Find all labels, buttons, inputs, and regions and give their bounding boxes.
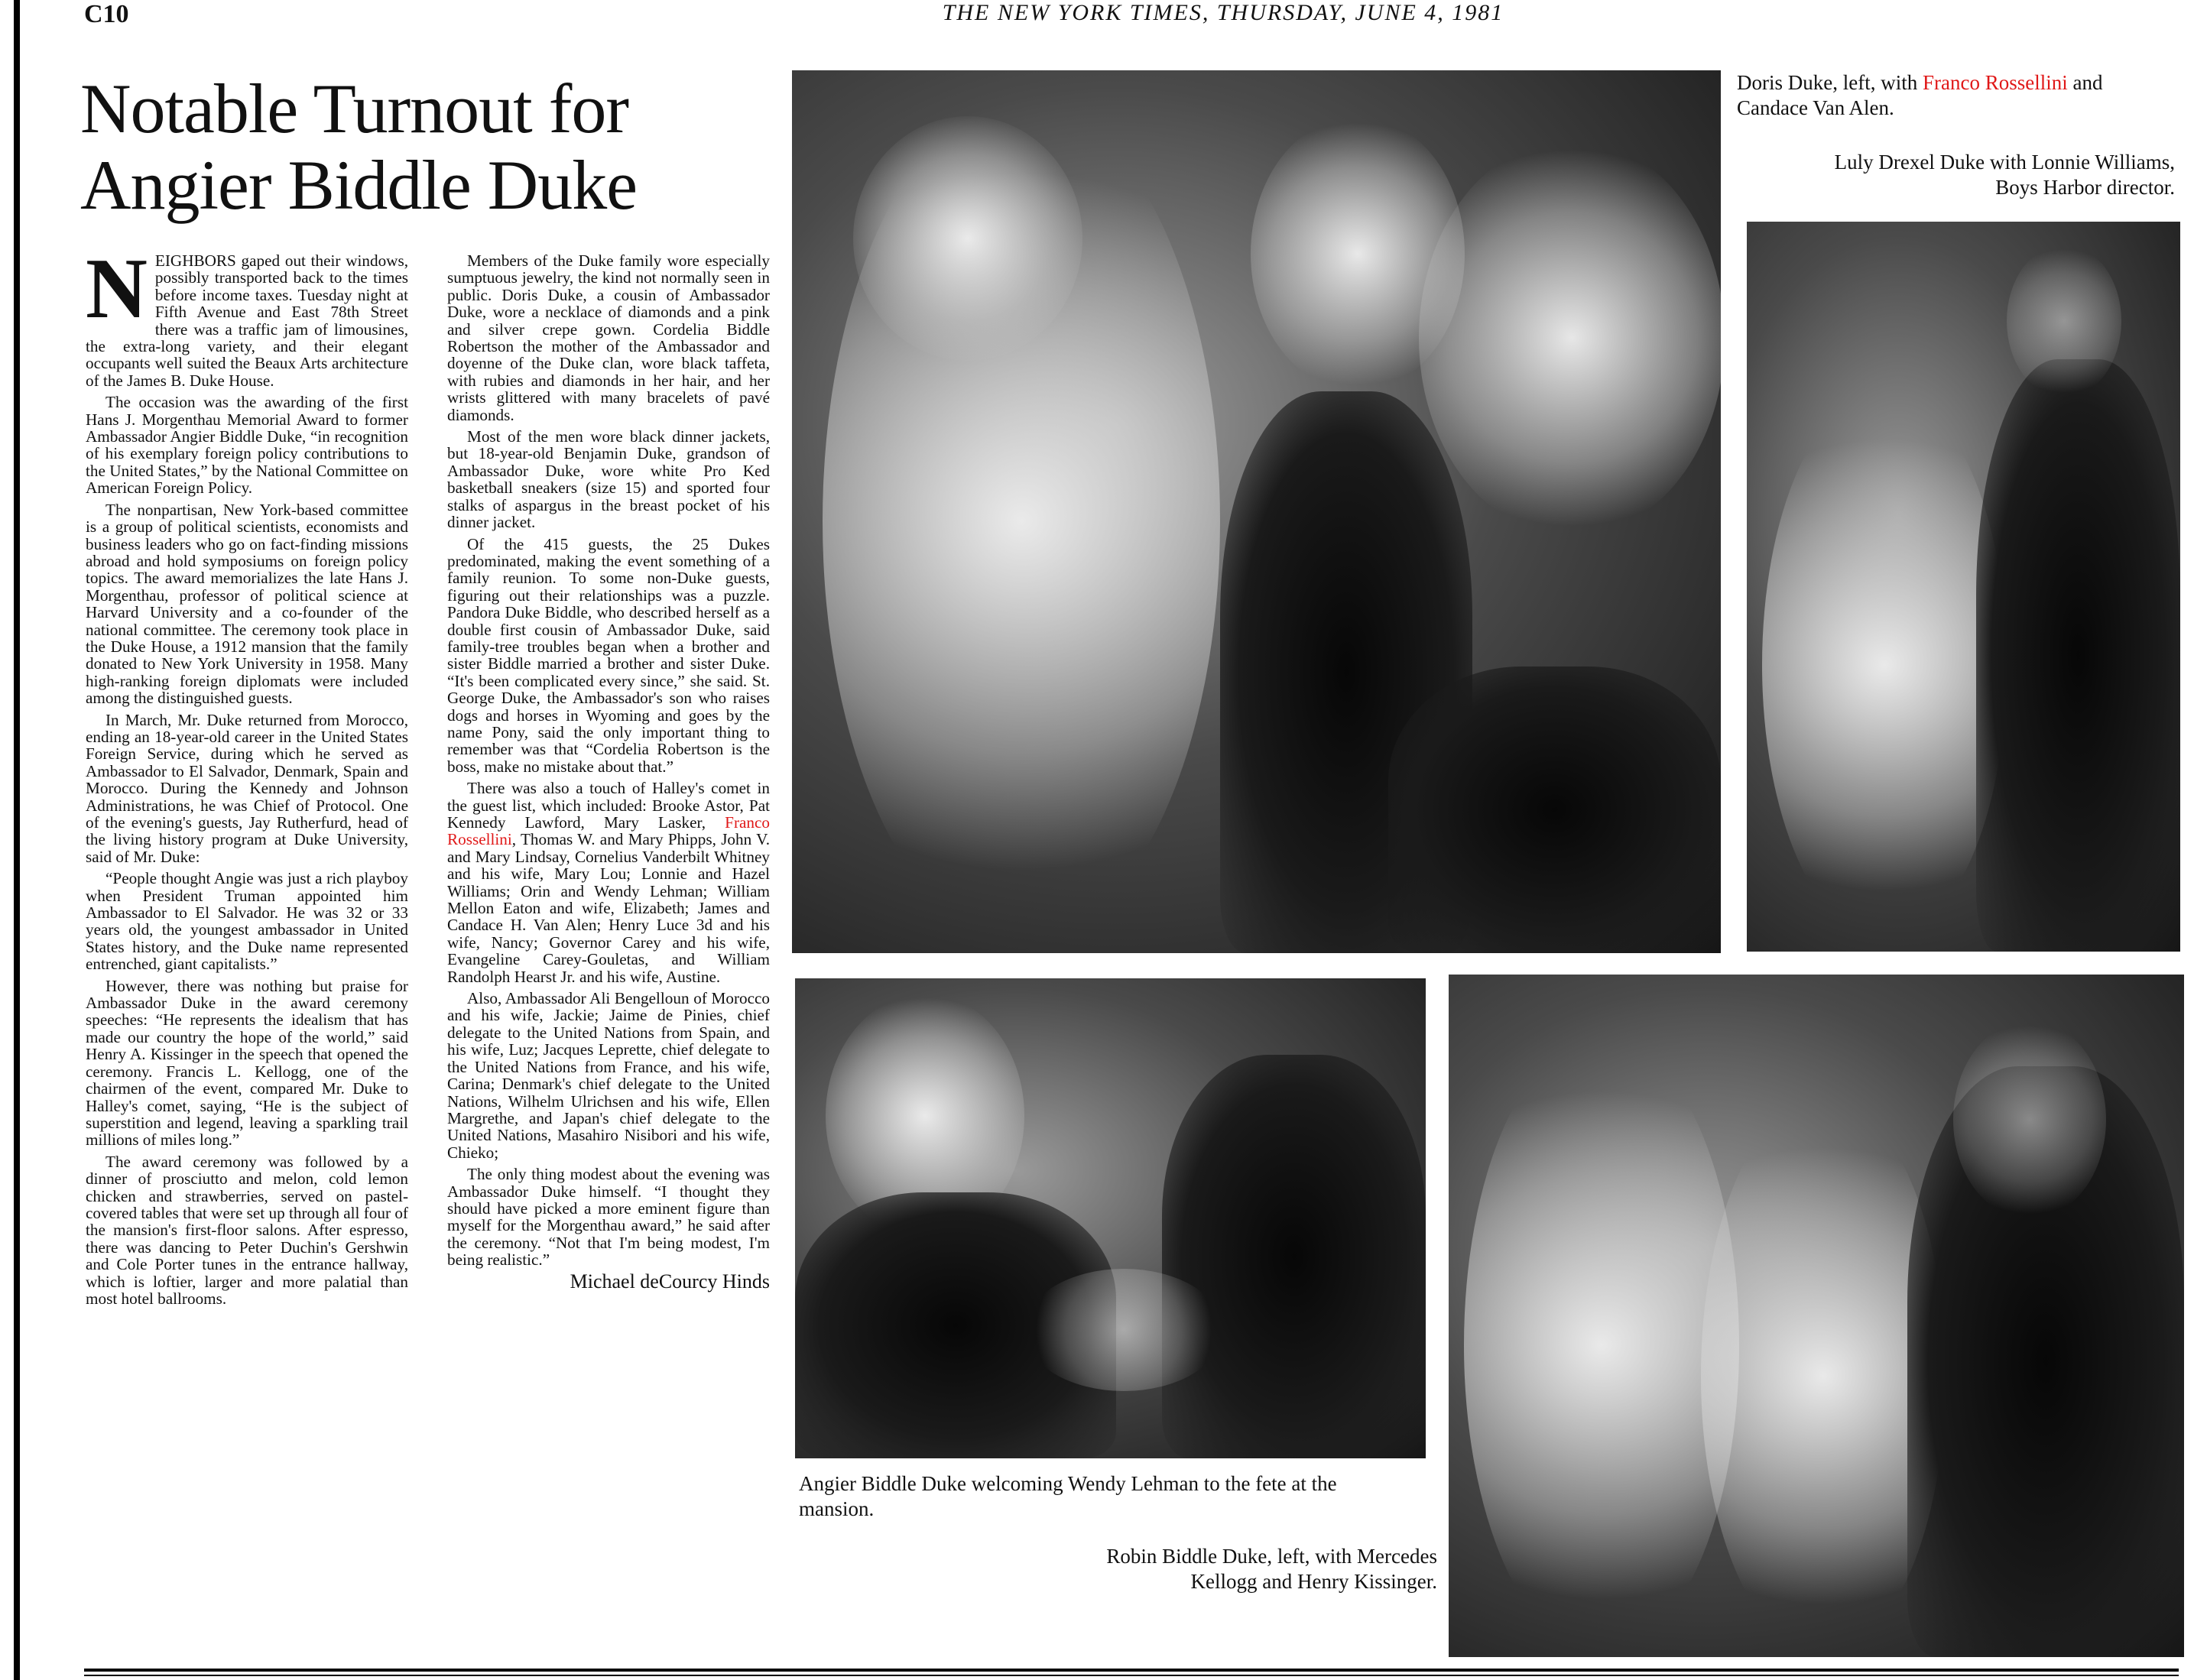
bottom-rule-thin	[84, 1675, 2179, 1676]
paragraph: The nonpartisan, New York-based committee is a group of political scientists, economists and business leaders who go on fact-finding missions abroad and hold symposiums on foreign policy topics. The award memorializes the late Hans J. Morgenthau, professor of political science at Harvard University and a co-founder of the national committee. The ceremony took place in the Duke House, a 1912 mansion that the family donated to New York University in 1958. Many high-ranking foreign diplomats were included among the distinguished guests.	[86, 500, 408, 708]
drop-cap: N	[86, 242, 148, 336]
left-border-rule	[14, 0, 20, 1680]
photo-luly-drexel-duke	[1747, 222, 2180, 952]
paragraph: The occasion was the awarding of the first Hans J. Morgenthau Memorial Award to former Ambassador Angier Biddle Duke, “in recognition of his exemplary foreign policy contributions to the United States,” by the National Committee on American Foreign Policy.	[86, 393, 408, 498]
paragraph: The award ceremony was followed by a dinner of prosciutto and melon, cold lemon chicken and strawberries, served on pastel-covered tables that were set up through all four of the mansion's first-floor salons. After espresso, there was dancing to Peter Duchin's Gershwin and Cole Porter tunes in the entrance hallway, which is loftier, larger and more palatial than most hotel ballrooms.	[86, 1152, 408, 1308]
page-number: C10	[84, 0, 129, 28]
paragraph: Of the 415 guests, the 25 Dukes predominated, making the event something of a family reunion. To some non-Duke guests, figuring out their relationships was a puzzle. Pandora Duke Biddle, who described herself as a double first cousin of Ambassador Duke, said family-tree troubles began when a brother and sister Biddle married a brother and sister Duke. “It's been complicated every since,” she said. St. George Duke, the Ambassador's son who raises dogs and horses in Wyoming and goes by the name Pony, said the only important thing to remember was that “Cordelia Robertson is the boss, make no mistake about that.”	[447, 534, 770, 776]
caption-photo-4: Robin Biddle Duke, left, with Mercedes Kellogg and Henry Kissinger.	[1106, 1545, 1437, 1593]
photo-robin-biddle-duke	[1449, 975, 2184, 1657]
paragraph: There was also a touch of Halley's comet in the guest list, which included: Brooke Astor, Pat Kennedy Lawford, Mary Lasker, Franco Rossellini, Thomas W. and Mary Phipps, John V. and Mary Lindsay, Cornelius Vanderbilt Whitney and his wife, Mary Lou; Lonnie and Hazel Williams; Orin and Wendy Lehman; William Mellon Eaton and wife, Elizabeth; James and Candace H. Van Alen; Henry Luce 3d and his wife, Nancy; Governor Carey and his wife, Evangeline Carey-Gouletas, and William Randolph Hearst Jr. and his wife, Austine.	[447, 779, 770, 986]
paragraph: Also, Ambassador Ali Bengelloun of Morocco and his wife, Jackie; Jaime de Pinies, chief delegate to the United Nations from Spain, and his wife, Luz; Jacques Leprette, chief delegate to the United Nations from France, and his wife, Carina; Denmark's chief delegate to the United Nations, Wilhelm Ulrichsen and his wife, Ellen Margrethe, and Japan's chief delegate to the United Nations, Masahiro Nisibori and his wife, Chieko;	[447, 989, 770, 1162]
article-column-1	[86, 242, 408, 1308]
paragraph: “People thought Angie was just a rich playboy when President Truman appointed him Ambassador to El Salvador. He was 32 or 33 years old, the youngest ambassador in United States history, and the Duke name represented entrenched, giant capitalists.”	[86, 869, 408, 974]
caption-photo-1: Doris Duke, left, with Franco Rossellini and Candace Van Alen.	[1737, 71, 2103, 119]
paragraph: In March, Mr. Duke returned from Morocco, ending an 18-year-old career in the United States Foreign Service, during which he served as Ambassador to El Salvador, Denmark, Spain and Morocco. During the Kennedy and Johnson Administrations, he was Chief of Protocol. One of the evening's guests, Jay Rutherfurd, head of the living history program at Duke University, said of Mr. Duke:	[86, 710, 408, 866]
byline: Michael deCourcy Hinds	[570, 1270, 770, 1292]
headline: Notable Turnout for Angier Biddle Duke	[80, 70, 638, 224]
photo-angier-biddle-duke	[795, 978, 1426, 1458]
paragraph: NEIGHBORS gaped out their windows, possibly transported back to the times before income taxes. Tuesday night at Fifth Avenue and East 78th Street there was a traffic jam of limousines, the extra-long variety, and their elegant occupants well suited the Beaux Arts architecture of the James B. Duke House.	[86, 242, 408, 390]
bottom-rule	[84, 1669, 2179, 1672]
paragraph: However, there was nothing but praise for Ambassador Duke in the award ceremony speeches: “He represents the idealism that has made our country the hope of the world,” said Henry A. Kissinger in the speech that opened the ceremony. Francis L. Kellogg, one of the chairmen of the event, compared Mr. Duke to Halley's comet, saying, “He is the subject of superstition and legend, leaving a sparkling trail millions of miles long.”	[86, 976, 408, 1150]
article-column-2	[447, 252, 770, 1290]
caption-photo-3: Angier Biddle Duke welcoming Wendy Lehman to the fete at the mansion.	[799, 1472, 1337, 1520]
photo-doris-duke	[792, 70, 1721, 953]
paragraph: Most of the men wore black dinner jackets, but 18-year-old Benjamin Duke, grandson of Ambassador Duke, wore white Pro Ked basketball sneakers (size 15) and sported four stalks of aspargus in the breast pocket of his dinner jacket.	[447, 427, 770, 532]
highlighted-name: Franco Rossellini	[447, 813, 770, 849]
caption-photo-2: Luly Drexel Duke with Lonnie Williams, Boys Harbor director.	[1834, 151, 2175, 199]
highlighted-name: Franco Rossellini	[1922, 71, 2068, 94]
paragraph: The only thing modest about the evening was Ambassador Duke himself. “I thought they should have picked a more eminent figure than myself for the Morgenthau award,” he said after the ceremony. “Not that I'm being modest, I'm being realistic.”	[447, 1165, 770, 1270]
masthead: THE NEW YORK TIMES, THURSDAY, JUNE 4, 1981	[942, 0, 1504, 25]
paragraph: Members of the Duke family wore especially sumptuous jewelry, the kind not normally seen in public. Doris Duke, a cousin of Ambassador Duke, wore a necklace of diamonds and a pink and silver crepe gown. Cordelia Biddle Robertson the mother of the Ambassador and doyenne of the Duke clan, wore black taffeta, with rubies and diamonds in her hair, and her wrists glittered with many bracelets of pavé diamonds.	[447, 251, 770, 424]
